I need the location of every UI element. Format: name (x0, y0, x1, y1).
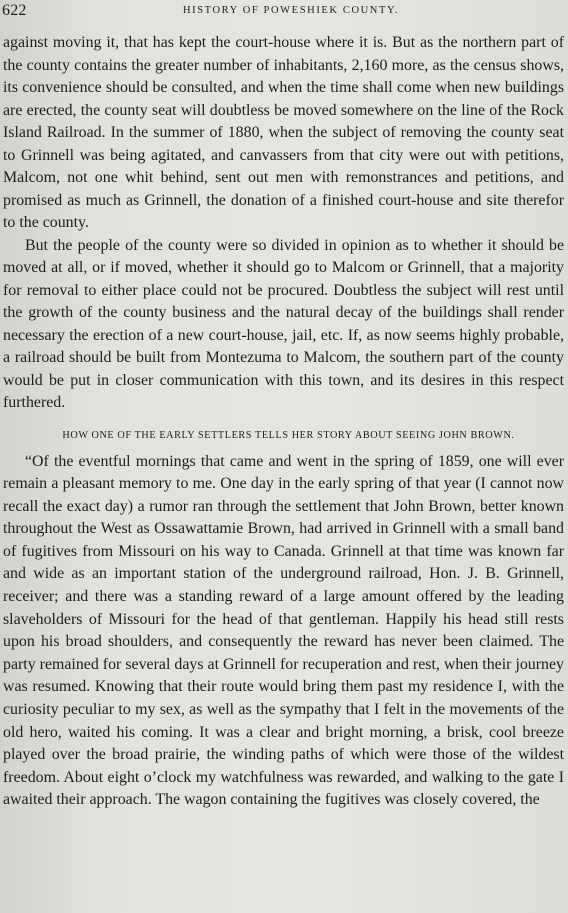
running-title: HISTORY OF POWESHIEK COUNTY. (182, 5, 400, 16)
page-body (3, 32, 564, 812)
page-header (0, 0, 568, 24)
quoted-paragraph: “Of the eventful mornings that came and went in the spring of 1859, one will ever remain a pleasant memory to me. One day in the early spring of that year (I cannot now recall the exact day) a rumor ran through the settlement that John Brown, better known throughout the West as Ossawattamie Brown, had arrived in Grinnell with a small band of fugitives from Missouri on his way to Canada. Grinnell at that time was known far and wide as an important station of the underground railroad, Hon. J. B. Grinnell, receiver; and there was a standing reward of a large amount offered by the leading slaveholders of Missouri for the head of that gentleman. Happily his head still rests upon his broad shoulders, and consequently the reward has never been claimed. The party remained for several days at Grinnell for recuperation and rest, when their journey was resumed. Knowing that their route would bring them past my residence I, with the curiosity peculiar to my sex, as well as the sympathy that I felt in the movements of the old hero, waited his coming. It was a clear and bright morning, a brisk, cool breeze played over the broad prairie, the winding paths of which were those of the wildest freedom. About eight o’clock my watchfulness was rewarded, and walking to the gate I awaited their approach. The wagon containing the fugitives was closely covered, the (3, 452, 564, 809)
body-paragraph: But the people of the county were so divided in opinion as to whether it should be moved at all, or if moved, whether it should go to Malcom or Grinnell, that a majority for removal to either place could not be procured. Doubtless the subject will rest until the growth of the county business and the natural decay of the buildings shall render necessary the erection of a new court-house, jail, etc. If, as now seems highly probable, a railroad should be built from Montezuma to Malcom, the southern part of the county would be put in closer communication with this town, and its desires in this respect furthered. (3, 236, 564, 411)
body-paragraph: against moving it, that has kept the court-house where it is. But as the northern part of the county contains the greater number of inhabitants, 2,160 more, as the census shows, its convenience should be consulted, and when the time shall come when new buildings are erected, the county seat will doubtless be moved somewhere on the line of the Rock Island Railroad. In the summer of 1880, when the subject of removing the county seat to Grinnell was being agitated, and canvassers from that city were out with petitions, Malcom, not one whit behind, sent out men with remonstrances and petitions, and promised as much as Grinnell, the donation of a finished court-house and site therefor to the county. (3, 34, 564, 231)
page-number: 622 (2, 2, 27, 19)
section-heading: HOW ONE OF THE EARLY SETTLERS TELLS HER STORY ABOUT SEEING JOHN BROWN. (62, 429, 515, 441)
